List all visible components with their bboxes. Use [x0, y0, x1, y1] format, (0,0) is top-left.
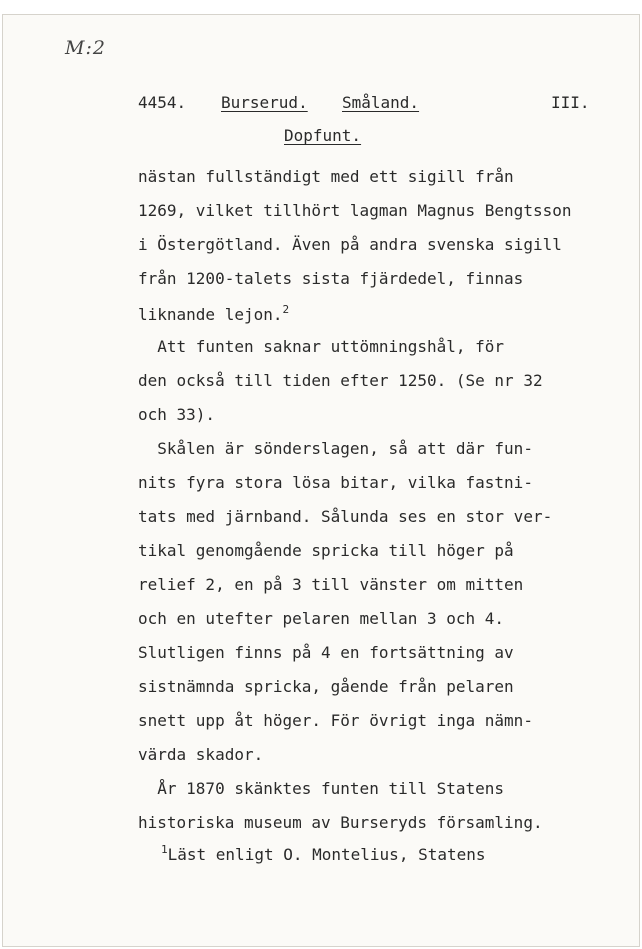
body-line: och en utefter pelaren mellan 3 och 4.: [138, 609, 505, 628]
subject-title: Dopfunt.: [284, 126, 362, 145]
footnote-text: Läst enligt O. Montelius, Statens: [167, 845, 486, 864]
body-line: liknande lejon.: [138, 305, 283, 324]
body-line: Skålen är sönderslagen, så att där fun-: [138, 439, 533, 458]
body-line: Slutligen finns på 4 en fortsättning av: [138, 643, 514, 662]
archive-mark: M:2: [65, 37, 106, 59]
body-line: relief 2, en på 3 till vänster om mitten: [138, 575, 524, 594]
body-line: i Östergötland. Även på andra svenska sigill: [138, 235, 562, 254]
body-line: tikal genomgående spricka till höger på: [138, 541, 514, 560]
region-name: Småland.: [342, 93, 420, 112]
volume-number: III.: [551, 93, 590, 112]
body-line-with-footnote: [138, 303, 289, 324]
body-line: År 1870 skänktes funten till Statens: [138, 779, 505, 798]
body-line: tats med järnband. Sålunda ses en stor ver-: [138, 507, 553, 526]
footnote-reference: 2: [282, 303, 290, 316]
place-name: Burserud.: [221, 93, 308, 112]
document-page: [2, 14, 640, 947]
footnote: [161, 843, 486, 864]
body-line: sistnämnda spricka, gående från pelaren: [138, 677, 514, 696]
body-line: och 33).: [138, 405, 216, 424]
body-line: värda skador.: [138, 745, 264, 764]
body-line: från 1200-talets sista fjärdedel, finnas: [138, 269, 524, 288]
footnote-marker: 1: [161, 843, 168, 856]
body-line: den också till tiden efter 1250. (Se nr 32: [138, 371, 543, 390]
body-line: snett upp åt höger. För övrigt inga nämn-: [138, 711, 533, 730]
body-line: nästan fullständigt med ett sigill från: [138, 167, 514, 186]
catalog-number: 4454.: [138, 93, 187, 112]
body-line: 1269, vilket tillhört lagman Magnus Bengtsson: [138, 201, 572, 220]
body-line: Att funten saknar uttömningshål, för: [138, 337, 505, 356]
body-line: nits fyra stora lösa bitar, vilka fastni-: [138, 473, 533, 492]
body-line: historiska museum av Burseryds församling.: [138, 813, 543, 832]
